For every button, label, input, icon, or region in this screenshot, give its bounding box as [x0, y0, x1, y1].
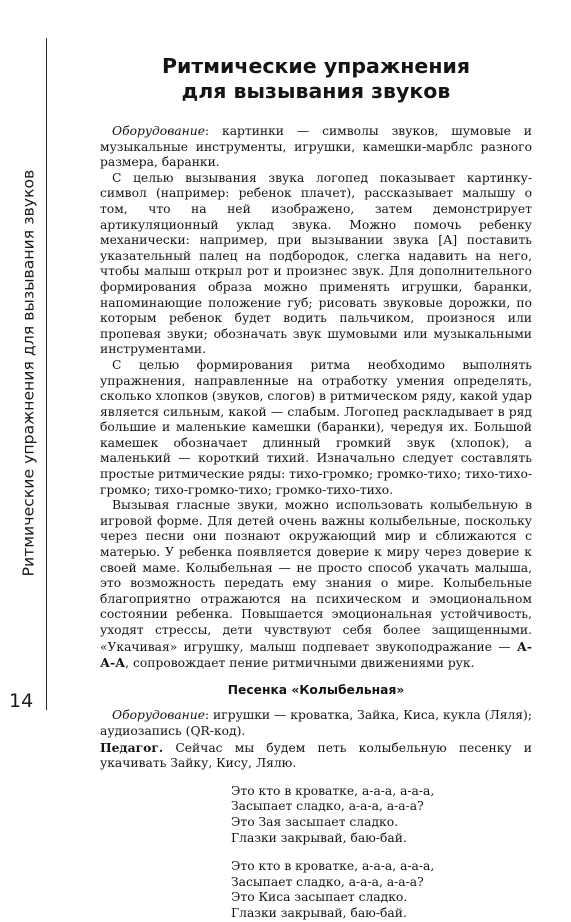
- running-header-text: Ритмические упражнения для вызывания звуков: [19, 169, 37, 577]
- verse-line: Это кто в кроватке, а-а-а, а-а-а,: [231, 783, 435, 798]
- verse-line: Глазки закрывай, баю-бай.: [231, 830, 407, 845]
- lullaby-sound: А-А-А: [100, 638, 532, 671]
- song-equipment-label: Оборудование: [112, 708, 205, 723]
- verse-line: Это кто в кроватке, а-а-а, а-а-а,: [231, 859, 435, 874]
- page-title-line-1: Ритмические упражнения: [161, 54, 471, 78]
- verse-line: Засыпает сладко, а-а-а, а-а-а?: [231, 799, 424, 814]
- verse-line: Это Зая засыпает сладко.: [231, 814, 399, 829]
- song-title: Песенка «Колыбельная»: [227, 682, 405, 697]
- page-title: [100, 54, 532, 104]
- teacher-text: Сейчас мы будем петь колыбельную песенку и укачивать Зайку, Кису, Лялю.: [100, 740, 532, 771]
- teacher-line: [100, 740, 532, 772]
- page-content: [100, 54, 532, 922]
- lullaby-text-after: , сопровождает пение ритмичными движениями рук.: [125, 656, 475, 671]
- paragraph-rhythm: С целью формирования ритма необходимо выполнять упражнения, направленные на отработку умения определять, сколько хлопков (звуков, слогов) в ритмическом ряду, какой удар является сильным, какой — слабым. Логопед раскладывает в ряд большие и маленькие камешки (баранки), чередуя их. Большой камешек обозначает длинный громкий звук (хлопок), а маленький — короткий тихий. Изначально следует составлять простые ритмические ряды: тихо-громко; громко-тихо; тихо-тихо-громко; тихо-громко-тихо; громко-тихо-тихо.: [100, 357, 532, 497]
- song-equipment: [100, 708, 532, 739]
- running-header: [6, 0, 50, 746]
- verse-line: Это Киса засыпает сладко.: [231, 890, 408, 905]
- lullaby-text-before: Вызывая гласные звуки, можно использовать колыбельную в игровой форме. Для детей очень важны колыбельные, поскольку через песни они познают окружающий мир и сближаются с матерью. У ребенка появляется доверие к миру через доверие к своей маме. Колыбельная — не просто способ укачать малыша, это возможность передать ему знания о мире. Колыбельные благоприятно отражаются на психическом и эмоциональном состоянии ребенка. Повышается эмоциональная устойчивость, уходят стрессы, дети чувствуют себя более защищенными. «Укачивая» игрушку, малыш подпевает звукоподражание —: [100, 498, 532, 654]
- equipment-label: Оборудование: [112, 124, 205, 138]
- stanza-gap: [231, 846, 532, 859]
- verse-line: Глазки закрывай, баю-бай.: [231, 905, 407, 920]
- paragraph-equipment: [100, 124, 532, 171]
- song-verse: [231, 784, 532, 922]
- page-number: 14: [9, 690, 34, 712]
- song-equipment-text: : игрушки — кроватка, Зайка, Киса, кукла (Ляля); аудиозапись (QR-код).: [100, 708, 532, 738]
- page-title-line-2: для вызывания звуков: [181, 79, 451, 103]
- teacher-label: Педагог.: [100, 739, 164, 755]
- equipment-text: : картинки — символы звуков, шумовые и музыкальные инструменты, игрушки, камешки-марблс разного размера, баранки.: [100, 124, 532, 170]
- paragraph-sound-evocation: С целью вызывания звука логопед показывает картинку-символ (например: ребенок плачет), рассказывает малышу о том, что на ней изображено, затем демонстрирует артикуляционный уклад звука. Можно помочь ребенку механически: например, при вызывании звука [А] поставить указательный палец на подбородок, слегка надавить на него, чтобы малыш открыл рот и произнес звук. Для дополнительного формирования образа можно применять игрушки, баранки, напоминающие положение губ; рисовать звуковые дорожки, по которым ребенок будет водить пальчиком, произнося или пропевая звуки; обозначать звук шумовыми или музыкальными инструментами.: [100, 170, 532, 357]
- margin-divider: [46, 38, 47, 710]
- verse-line: Засыпает сладко, а-а-а, а-а-а?: [231, 874, 424, 889]
- paragraph-lullaby: [100, 498, 532, 672]
